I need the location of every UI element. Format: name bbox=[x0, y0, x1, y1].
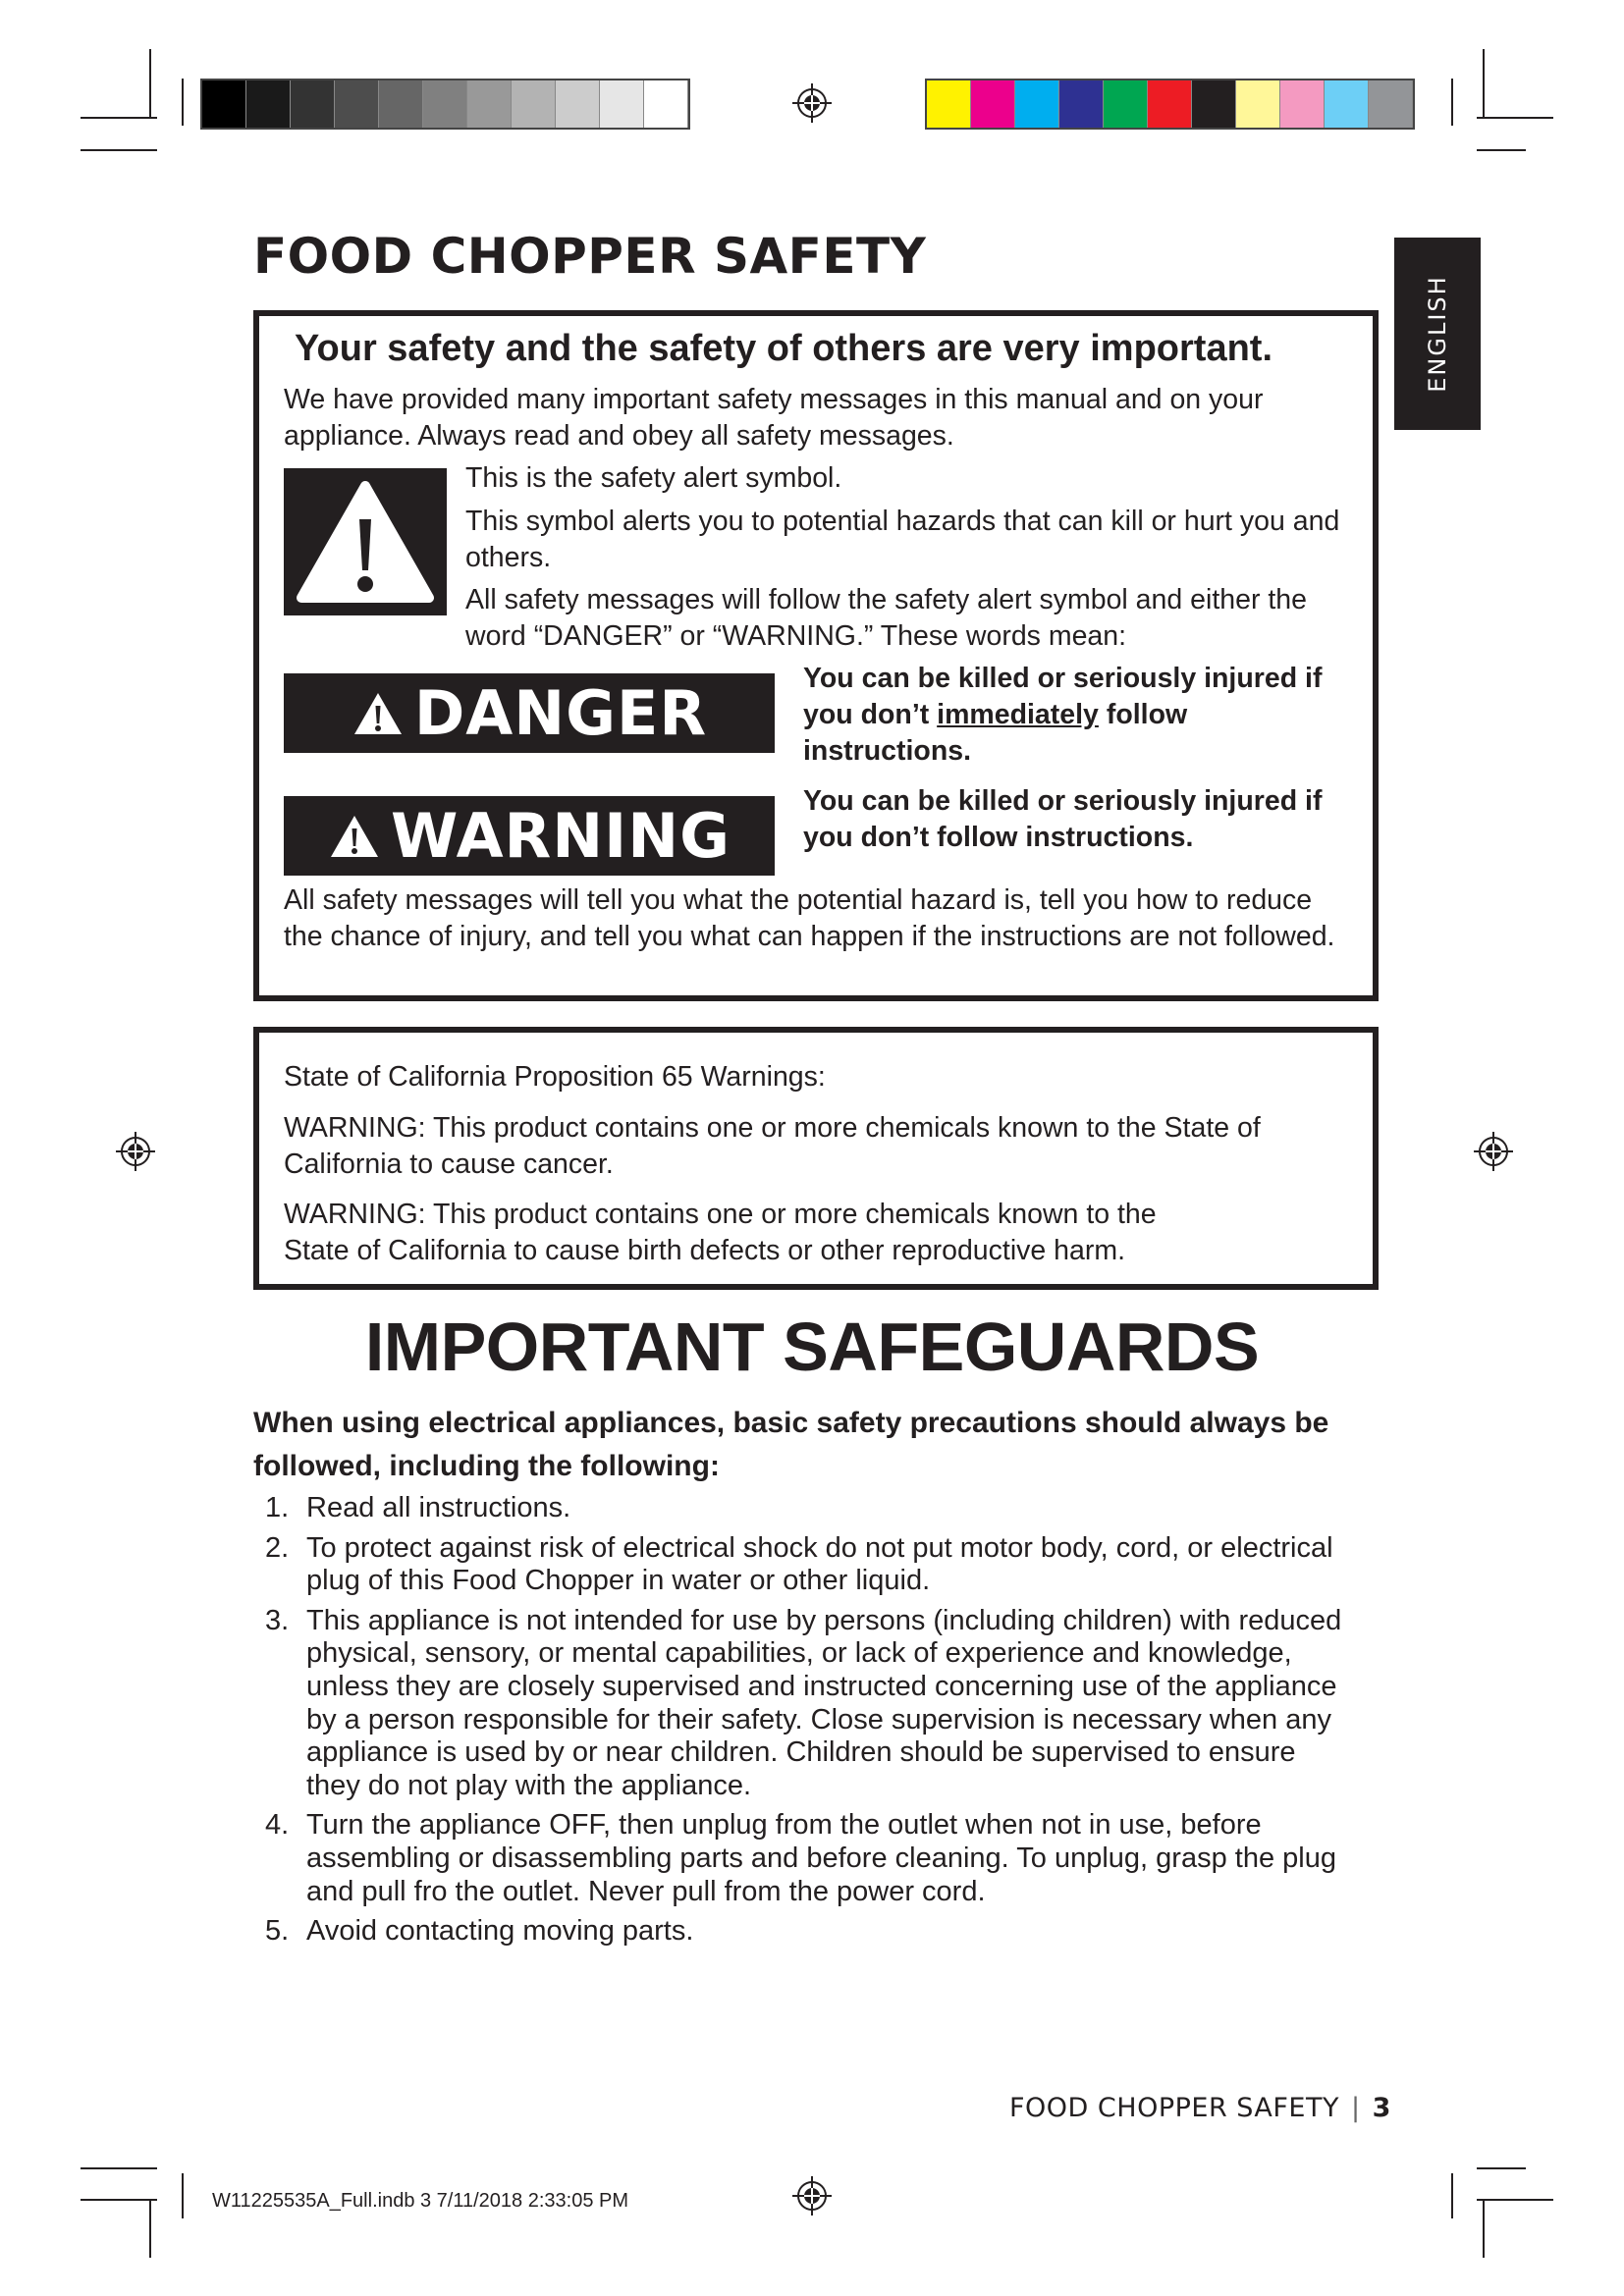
language-tab-label: ENGLISH bbox=[1424, 275, 1451, 393]
color-swatch bbox=[512, 80, 556, 128]
color-swatch bbox=[1192, 80, 1236, 128]
item-number: 3. bbox=[265, 1604, 290, 1636]
color-swatch bbox=[556, 80, 600, 128]
page-footer bbox=[1009, 2093, 1391, 2123]
color-swatch bbox=[246, 80, 291, 128]
warning-signal-word bbox=[284, 796, 775, 876]
color-swatch bbox=[423, 80, 467, 128]
color-swatch bbox=[971, 80, 1015, 128]
safeguards-lead-line2: followed, including the following: bbox=[253, 1450, 720, 1482]
list-item bbox=[253, 1492, 1353, 1525]
safety-alert-triangle-icon bbox=[284, 468, 447, 615]
danger-signal-word bbox=[284, 673, 775, 753]
color-swatch bbox=[1148, 80, 1192, 128]
color-swatch bbox=[927, 80, 971, 128]
item-text: Avoid contacting moving parts. bbox=[306, 1915, 694, 1948]
danger-text-part1: You can be killed or seriously injured if you don’t bbox=[803, 663, 1323, 730]
list-item bbox=[253, 1532, 1353, 1598]
color-swatch bbox=[467, 80, 512, 128]
registration-mark-icon bbox=[791, 2175, 833, 2216]
prop65-warning-reproductive-2: State of California to cause birth defects or other reproductive harm. bbox=[284, 1235, 1126, 1266]
item-text: To protect against risk of electrical shock do not put motor body, cord, or electrical plug of this Food Chopper in water or other liquid. bbox=[306, 1531, 1333, 1597]
symbol-description-2: This symbol alerts you to potential hazards that can kill or hurt you and others. bbox=[465, 506, 1340, 573]
warning-triangle-icon bbox=[352, 690, 405, 737]
color-swatch bbox=[1104, 80, 1148, 128]
item-text: Turn the appliance OFF, then unplug from the outlet when not in use, before assembling or disassembling parts and before cleaning. To unplug, grasp the plug and pull fro the outlet. Never pull from the power cord. bbox=[306, 1809, 1336, 1907]
color-swatch bbox=[1325, 80, 1369, 128]
color-swatch bbox=[379, 80, 423, 128]
safety-intro: We have provided many important safety messages in this manual and on your appliance. Always read and obey all safety messages. bbox=[284, 384, 1264, 452]
color-swatch bbox=[335, 80, 379, 128]
item-number: 4. bbox=[265, 1809, 290, 1842]
warning-triangle-icon bbox=[328, 813, 381, 860]
warning-description: You can be killed or seriously injured if you don’t follow instructions. bbox=[803, 785, 1323, 853]
footer-separator: | bbox=[1350, 2093, 1361, 2123]
print-slug: W11225535A_Full.indb 3 7/11/2018 2:33:05 PM bbox=[212, 2190, 629, 2212]
item-number: 1. bbox=[265, 1492, 290, 1523]
danger-description bbox=[803, 661, 1353, 770]
prop65-warning-cancer: WARNING: This product contains one or more chemicals known to the State of California to cause cancer. bbox=[284, 1112, 1261, 1180]
danger-text-emphasis: immediately bbox=[937, 699, 1099, 730]
registration-mark-icon bbox=[115, 1131, 156, 1172]
footer-section-name: FOOD CHOPPER SAFETY bbox=[1009, 2093, 1339, 2123]
safety-alert-symbol bbox=[284, 468, 447, 615]
symbol-description-3: All safety messages will follow the safety alert symbol and either the word “DANGER” or “WARNING.” These words mean: bbox=[465, 584, 1307, 652]
prop65-title: State of California Proposition 65 Warnings: bbox=[284, 1061, 826, 1093]
color-swatch bbox=[1280, 80, 1325, 128]
color-swatch bbox=[600, 80, 644, 128]
prop65-warning-reproductive-1: WARNING: This product contains one or more chemicals known to the bbox=[284, 1199, 1157, 1230]
color-swatch bbox=[1059, 80, 1104, 128]
section-title: FOOD CHOPPER SAFETY bbox=[253, 228, 927, 285]
danger-text-part2: follow instructions. bbox=[803, 699, 1188, 767]
safeguards-lead bbox=[253, 1402, 1353, 1488]
warning-label: WARNING bbox=[390, 800, 731, 872]
symbol-description-1: This is the safety alert symbol. bbox=[465, 462, 842, 494]
safeguards-title: IMPORTANT SAFEGUARDS bbox=[364, 1308, 1260, 1385]
registration-mark-icon bbox=[791, 82, 833, 124]
language-tab bbox=[1394, 238, 1481, 430]
item-text: Read all instructions. bbox=[306, 1492, 571, 1523]
item-number: 5. bbox=[265, 1915, 290, 1948]
color-swatch bbox=[1015, 80, 1059, 128]
color-swatch bbox=[291, 80, 335, 128]
process-color-bar bbox=[925, 79, 1415, 130]
safeguards-list bbox=[253, 1492, 1353, 1955]
registration-mark-icon bbox=[1473, 1131, 1514, 1172]
danger-label: DANGER bbox=[413, 677, 708, 749]
gray-color-bar bbox=[200, 79, 690, 130]
list-item bbox=[253, 1809, 1353, 1908]
item-text: This appliance is not intended for use by persons (including children) with reduced physical, sensory, or mental capabilities, or lack of experience and knowledge, unless they are closely supervised and instructed concerning use of the appliance by a person responsible for their safety. Close supervision is necessary when any appliance is used by or near children. Children should be supervised to ensure they do not play with the appliance. bbox=[306, 1604, 1342, 1801]
color-swatch bbox=[644, 80, 688, 128]
color-swatch bbox=[202, 80, 246, 128]
list-item bbox=[253, 1605, 1353, 1803]
color-swatch bbox=[1369, 80, 1413, 128]
safety-box-heading: Your safety and the safety of others are very important. bbox=[295, 328, 1273, 369]
list-item bbox=[253, 1915, 1353, 1949]
page-number: 3 bbox=[1372, 2093, 1391, 2123]
item-number: 2. bbox=[265, 1531, 290, 1564]
color-swatch bbox=[1236, 80, 1280, 128]
safeguards-lead-line1: When using electrical appliances, basic safety precautions should always be bbox=[253, 1407, 1329, 1439]
safety-closing: All safety messages will tell you what the potential hazard is, tell you how to reduce the chance of injury, and tell you what can happen if the instructions are not followed. bbox=[284, 884, 1335, 952]
